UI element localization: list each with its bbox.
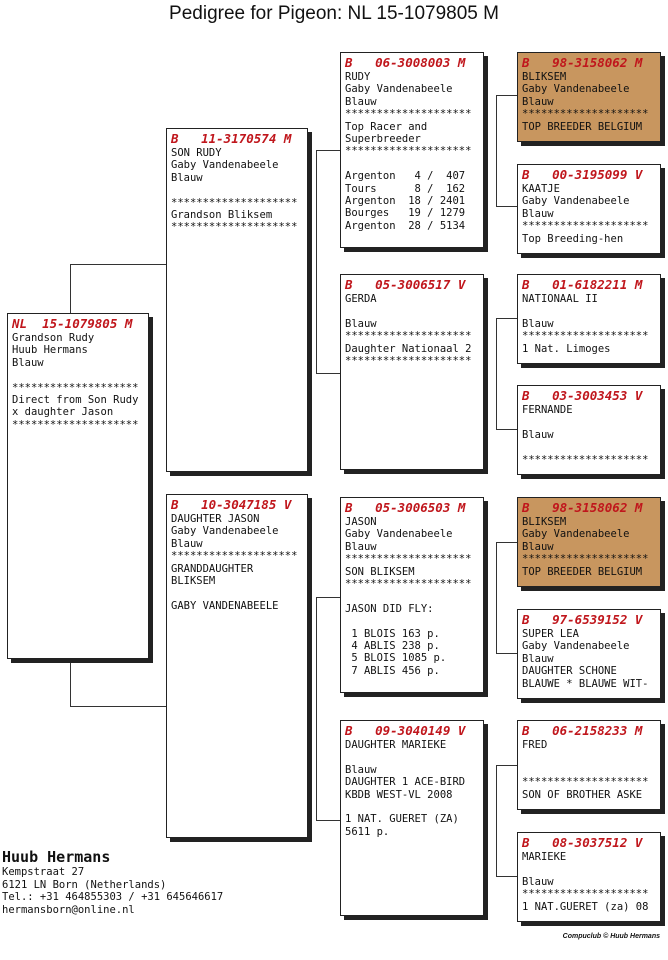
card-line: DAUGHTER SCHONE — [522, 665, 617, 678]
card-line — [345, 751, 479, 763]
card-line: Gaby Vandenabeele — [522, 195, 630, 208]
card-line: ******************** — [522, 888, 649, 901]
connector-line — [496, 765, 497, 877]
card-line: Gaby Vandenabeele — [345, 528, 453, 541]
ring-number: B 06-2158233 M — [522, 723, 643, 738]
card-line — [522, 305, 656, 317]
card-line: KBDB WEST-VL 2008 — [345, 788, 453, 801]
card-line: 1 BLOIS 163 p. — [345, 627, 440, 640]
card-line: SON OF BROTHER ASKE — [522, 788, 643, 801]
connector-line — [316, 820, 340, 821]
connector-line — [70, 706, 166, 707]
card-line: ******************** — [522, 330, 649, 343]
credit-text: Compuclub © Huub Hermans — [562, 933, 660, 940]
pigeon-card-sds[interactable] — [517, 274, 661, 364]
connector-line — [496, 542, 517, 543]
connector-line — [496, 95, 517, 96]
card-line — [345, 801, 479, 813]
card-line: FERNANDE — [522, 404, 573, 416]
connector-line — [496, 95, 497, 207]
card-line: Blauw — [171, 537, 203, 550]
card-line: GABY VANDENABEELE — [171, 599, 279, 612]
ring-number: B 09-3040149 V — [345, 723, 466, 738]
card-line: ******************** — [522, 453, 649, 466]
card-line: ******************** — [345, 108, 472, 121]
card-line: Blauw — [522, 652, 554, 665]
card-line: ******************** — [12, 418, 139, 431]
ring-number: B 00-3195099 V — [522, 167, 643, 182]
card-line: GRANDDAUGHTER — [171, 562, 254, 575]
owner-info — [2, 848, 223, 916]
card-line: x daughter Jason — [12, 406, 114, 419]
card-line: ******************** — [522, 553, 649, 566]
card-line: Gaby Vandenabeele — [522, 640, 630, 653]
ring-number: B 10-3047185 V — [171, 497, 292, 512]
card-line: ******************** — [522, 108, 649, 121]
connector-line — [70, 264, 166, 265]
card-line: DAUGHTER 1 ACE-BIRD — [345, 776, 466, 789]
ring-number: B 97-6539152 V — [522, 612, 643, 627]
ring-number: B 03-3003453 V — [522, 388, 643, 403]
card-line: ******************** — [171, 550, 298, 563]
card-line: 7 ABLIS 456 p. — [345, 664, 440, 677]
ring-number: B 98-3158062 M — [522, 500, 643, 515]
pigeon-card-sss[interactable] — [517, 52, 661, 142]
pigeon-card-dds[interactable] — [517, 720, 661, 810]
pigeon-card-subject[interactable] — [7, 313, 149, 659]
card-line: 1 Nat. Limoges — [522, 342, 611, 355]
connector-line — [496, 542, 497, 654]
card-line: Direct from Son Rudy — [12, 394, 139, 407]
card-line: GERDA — [345, 293, 377, 305]
pigeon-card-sire-sire[interactable] — [340, 52, 484, 248]
ring-number: NL 15-1079805 M — [12, 316, 133, 331]
card-line: Gaby Vandenabeele — [171, 525, 279, 538]
card-line: ******************** — [12, 381, 139, 394]
card-line: SON RUDY — [171, 147, 222, 159]
connector-line — [316, 150, 317, 374]
pigeon-card-sire[interactable] — [166, 128, 308, 472]
connector-line — [496, 206, 517, 207]
card-line: ******************** — [345, 330, 472, 343]
card-line: Grandson Rudy — [12, 332, 95, 344]
ring-number: B 01-6182211 M — [522, 277, 643, 292]
card-line: Blauw — [522, 95, 554, 108]
card-line — [345, 158, 479, 170]
card-line: BLAUWE * BLAUWE WIT- — [522, 677, 649, 690]
card-line — [522, 863, 656, 875]
card-line: Argenton 4 / 407 — [345, 170, 466, 183]
card-line: FRED — [522, 739, 548, 751]
connector-line — [316, 597, 340, 598]
connector-line — [496, 765, 517, 766]
card-line: KAATJE — [522, 183, 560, 195]
card-line: NATIONAAL II — [522, 293, 598, 305]
card-line: ******************** — [522, 776, 649, 789]
card-line: ******************** — [522, 220, 649, 233]
card-line: BLIKSEM — [171, 575, 216, 588]
card-line: ******************** — [345, 553, 472, 566]
pigeon-card-ddd[interactable] — [517, 832, 661, 922]
card-line: Blauw — [12, 356, 44, 369]
card-line: JASON — [345, 516, 377, 528]
owner-name: Huub Hermans — [2, 848, 111, 866]
card-line: ******************** — [171, 196, 298, 209]
connector-line — [496, 653, 517, 654]
card-line: Blauw — [522, 875, 554, 888]
ring-number: B 98-3158062 M — [522, 55, 643, 70]
ring-number: B 05-3006517 V — [345, 277, 466, 292]
card-line — [171, 184, 303, 196]
card-line: Bourges 19 / 1279 — [345, 207, 466, 220]
card-line: SUPER LEA — [522, 628, 579, 640]
ring-number: B 06-3008003 M — [345, 55, 466, 70]
card-line: Gaby Vandenabeele — [171, 159, 279, 172]
card-line: Gaby Vandenabeele — [345, 83, 453, 96]
card-line: Superbreeder — [345, 133, 421, 146]
pigeon-card-dam-sire[interactable] — [340, 497, 484, 693]
pigeon-card-dam[interactable] — [166, 494, 308, 838]
ring-number: B 05-3006503 M — [345, 500, 466, 515]
owner-phone: Tel.: +31 464855303 / +31 645646617 — [2, 891, 224, 904]
pigeon-card-sdd[interactable] — [517, 385, 661, 475]
card-line — [171, 587, 303, 599]
card-line: Blauw — [522, 540, 554, 553]
card-line: Blauw — [522, 207, 554, 220]
card-line: ******************** — [171, 221, 298, 234]
pigeon-card-dss[interactable] — [517, 497, 661, 587]
card-line: 5 BLOIS 1085 p. — [345, 652, 447, 665]
card-line: 5611 p. — [345, 825, 390, 838]
card-line: Blauw — [522, 428, 554, 441]
card-line: BLIKSEM — [522, 71, 567, 83]
card-line: Blauw — [345, 540, 377, 553]
connector-line — [316, 150, 340, 151]
card-line: Blauw — [522, 317, 554, 330]
owner-email[interactable]: hermansborn@online.nl — [2, 903, 135, 916]
page-title: Pedigree for Pigeon: NL 15-1079805 M — [169, 3, 499, 24]
card-line: Blauw — [345, 317, 377, 330]
connector-line — [316, 597, 317, 821]
connector-line — [316, 373, 340, 374]
card-line: DAUGHTER JASON — [171, 513, 260, 525]
card-line — [522, 751, 656, 763]
card-line: SON BLIKSEM — [345, 565, 415, 578]
card-line: Blauw — [345, 95, 377, 108]
card-line — [345, 305, 479, 317]
card-line: Daughter Nationaal 2 — [345, 342, 472, 355]
owner-street: Kempstraat 27 — [2, 866, 85, 878]
card-line: BLIKSEM — [522, 516, 567, 528]
card-line: Gaby Vandenabeele — [522, 83, 630, 96]
card-line: Argenton 28 / 5134 — [345, 219, 466, 232]
ring-number: B 08-3037512 V — [522, 835, 643, 850]
connector-line — [496, 318, 497, 430]
pigeon-card-sire-dam[interactable] — [340, 274, 484, 470]
card-line: ******************** — [345, 145, 472, 158]
pigeon-card-dsd[interactable] — [517, 609, 661, 699]
card-line: 4 ABLIS 238 p. — [345, 640, 440, 653]
connector-line — [496, 429, 517, 430]
card-line: TOP BREEDER BELGIUM — [522, 565, 643, 578]
card-line: Blauw — [345, 763, 377, 776]
card-line: 1 NAT.GUERET (za) 08 — [522, 900, 649, 913]
card-line: ******************** — [345, 578, 472, 591]
card-line: Top Breeding-hen — [522, 232, 624, 245]
ring-number: B 11-3170574 M — [171, 131, 292, 146]
card-line — [522, 441, 656, 453]
card-line — [522, 416, 656, 428]
card-line: Huub Hermans — [12, 344, 88, 357]
owner-city: 6121 LN Born (Netherlands) — [2, 878, 167, 891]
card-line: RUDY — [345, 71, 371, 83]
card-line — [522, 764, 656, 776]
pigeon-card-ssd[interactable] — [517, 164, 661, 254]
card-line: Tours 8 / 162 — [345, 182, 466, 195]
card-line — [345, 615, 479, 627]
card-line: JASON DID FLY: — [345, 602, 434, 615]
connector-line — [496, 876, 517, 877]
card-line: 1 NAT. GUERET (ZA) — [345, 813, 459, 826]
card-line: Blauw — [171, 171, 203, 184]
card-line — [12, 369, 144, 381]
card-line: TOP BREEDER BELGIUM — [522, 120, 643, 133]
card-line — [345, 590, 479, 602]
card-line: DAUGHTER MARIEKE — [345, 739, 447, 751]
card-line: MARIEKE — [522, 851, 567, 863]
pigeon-card-dam-dam[interactable] — [340, 720, 484, 916]
connector-line — [496, 318, 517, 319]
card-line: ******************** — [345, 355, 472, 368]
card-line: Top Racer and — [345, 120, 428, 133]
card-line: Gaby Vandenabeele — [522, 528, 630, 541]
card-line: Argenton 18 / 2401 — [345, 195, 466, 208]
card-line: Grandson Bliksem — [171, 209, 273, 222]
